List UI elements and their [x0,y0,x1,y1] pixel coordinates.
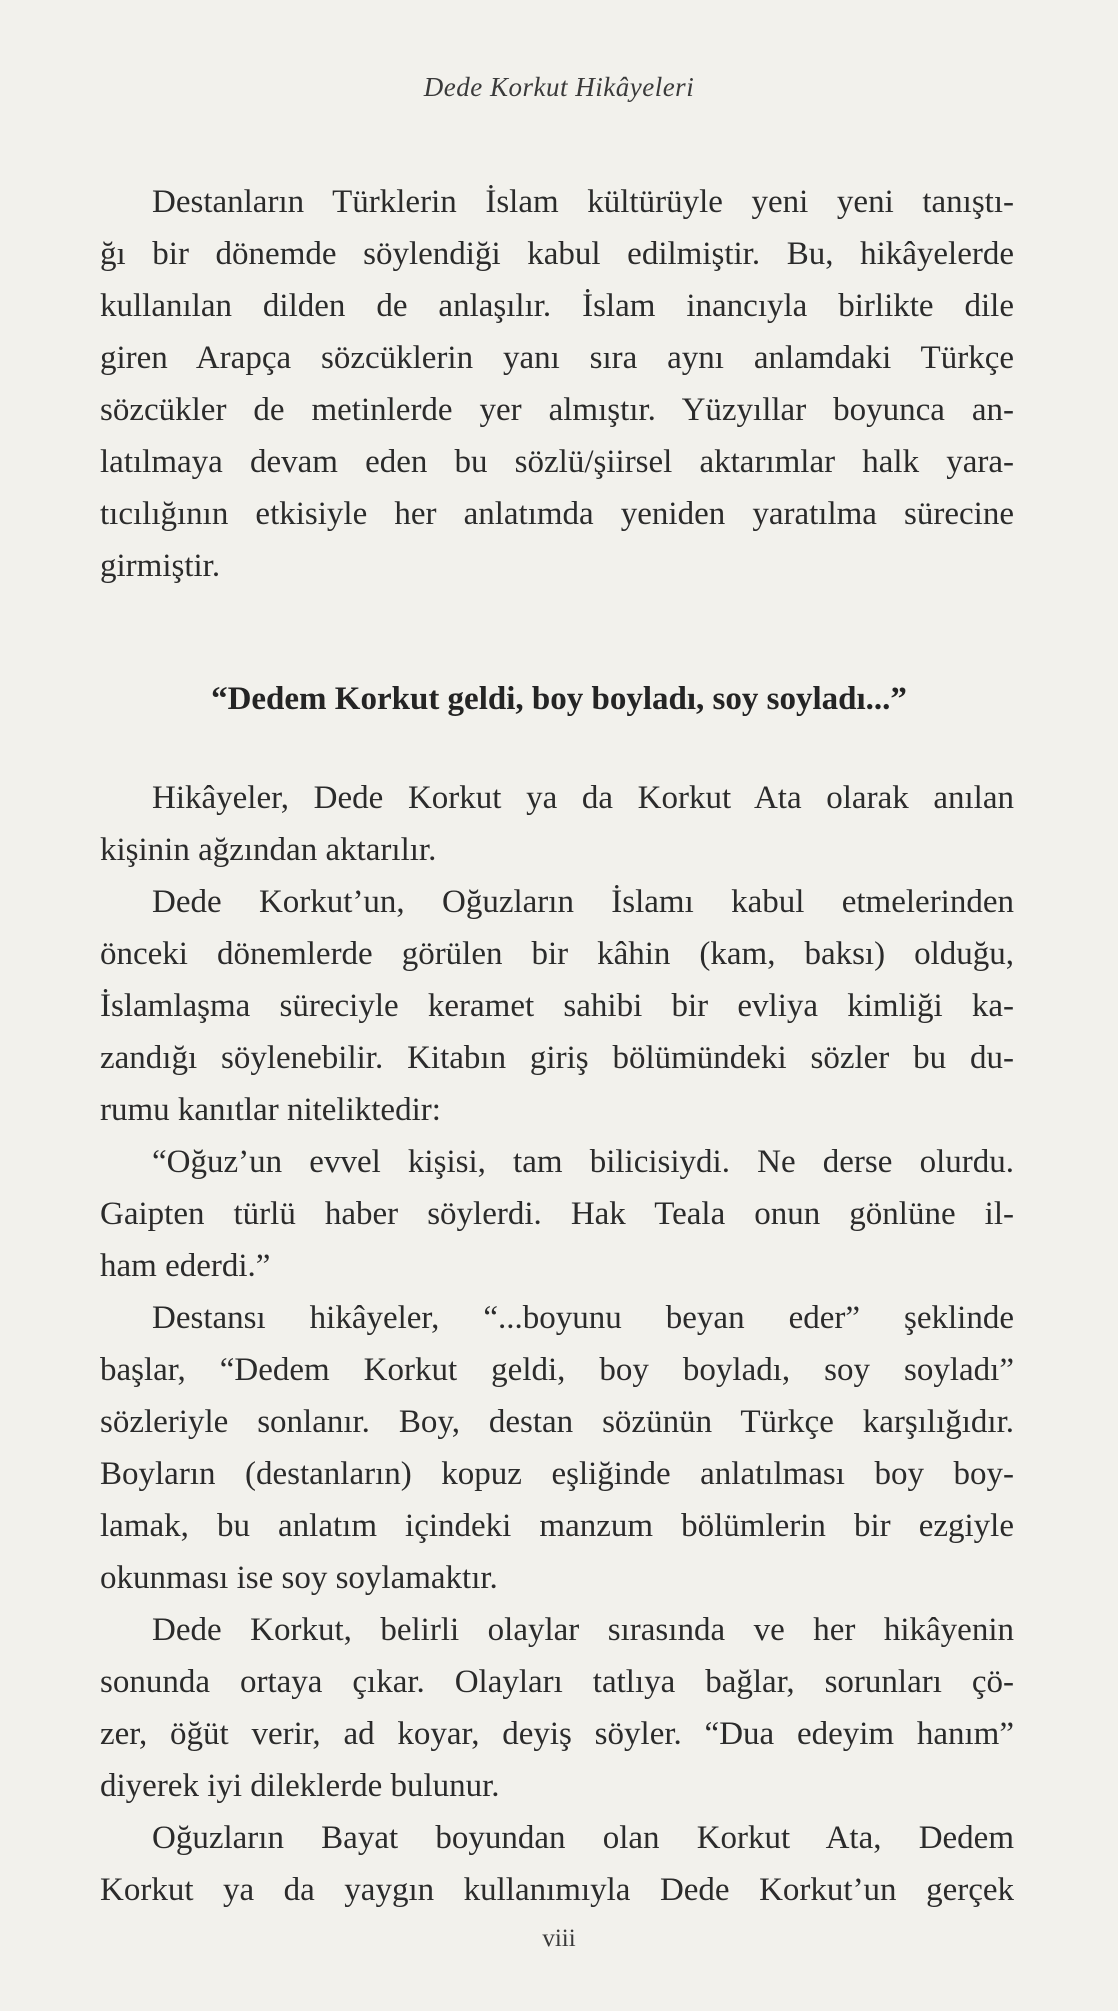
text-line: kullanılan dilden de anlaşılır. İslam inancıyla birlikte dile [100,288,1014,324]
text-line: sözleriyle sonlanır. Boy, destan sözünün Türkçe karşılığıdır. [100,1404,1014,1440]
text-line: ham ederdi.” [100,1248,271,1284]
text-line: lamak, bu anlatım içindeki manzum bölümlerin bir ezgiyle [100,1508,1014,1544]
text-line: tıcılığının etkisiyle her anlatımda yeniden yaratılma sürecine [100,496,1014,532]
text-line: “Oğuz’un evvel kişisi, tam bilicisiydi. Ne derse olurdu. [152,1144,1014,1180]
text-line: kişinin ağzından aktarılır. [100,832,437,868]
text-line: başlar, “Dedem Korkut geldi, boy boyladı, soy soyladı” [100,1352,1014,1388]
text-line: Gaipten türlü haber söylerdi. Hak Teala onun gönlüne il- [100,1196,1014,1232]
text-line: giren Arapça sözcüklerin yanı sıra aynı anlamdaki Türkçe [100,340,1014,376]
section-heading: “Dedem Korkut geldi, boy boyladı, soy soyladı...” [211,681,907,717]
text-line: önceki dönemlerde görülen bir kâhin (kam, baksı) olduğu, [100,936,1014,972]
text-line: Boyların (destanların) kopuz eşliğinde anlatılması boy boy- [100,1456,1014,1492]
text-line: okunması ise soy soylamaktır. [100,1560,498,1596]
text-line: zer, öğüt verir, ad koyar, deyiş söyler. “Dua edeyim hanım” [100,1716,1014,1752]
text-line: rumu kanıtlar niteliktedir: [100,1092,441,1128]
text-line: Destansı hikâyeler, “...boyunu beyan eder” şeklinde [152,1300,1014,1336]
text-line: girmiştir. [100,548,221,584]
text-line: sonunda ortaya çıkar. Olayları tatlıya bağlar, sorunları çö- [100,1664,1014,1700]
running-header: Dede Korkut Hikâyeleri [423,72,695,102]
text-line: zandığı söylenebilir. Kitabın giriş bölümündeki sözler bu du- [100,1040,1014,1076]
text-line: latılmaya devam eden bu sözlü/şiirsel aktarımlar halk yara- [100,444,1014,480]
paragraph-intro [100,176,1014,592]
text-line: Hikâyeler, Dede Korkut ya da Korkut Ata olarak anılan [152,780,1014,816]
text-line: Dede Korkut, belirli olaylar sırasında ve her hikâyenin [152,1612,1014,1648]
text-line: Destanların Türklerin İslam kültürüyle yeni yeni tanıştı- [152,184,1014,220]
text-line: sözcükler de metinlerde yer almıştır. Yüzyıllar boyunca an- [100,392,1014,428]
page-number: viii [542,1925,576,1952]
text-line: ğı bir dönemde söylendiği kabul edilmiştir. Bu, hikâyelerde [100,236,1014,272]
section-body [100,772,1014,1916]
text-line: diyerek iyi dileklerde bulunur. [100,1768,500,1804]
text-line: Korkut ya da yaygın kullanımıyla Dede Korkut’un gerçek [100,1872,1014,1908]
text-line: Oğuzların Bayat boyundan olan Korkut Ata, Dedem [152,1820,1014,1856]
text-line: İslamlaşma süreciyle keramet sahibi bir evliya kimliği ka- [100,988,1014,1024]
text-line: Dede Korkut’un, Oğuzların İslamı kabul etmelerinden [152,884,1014,920]
